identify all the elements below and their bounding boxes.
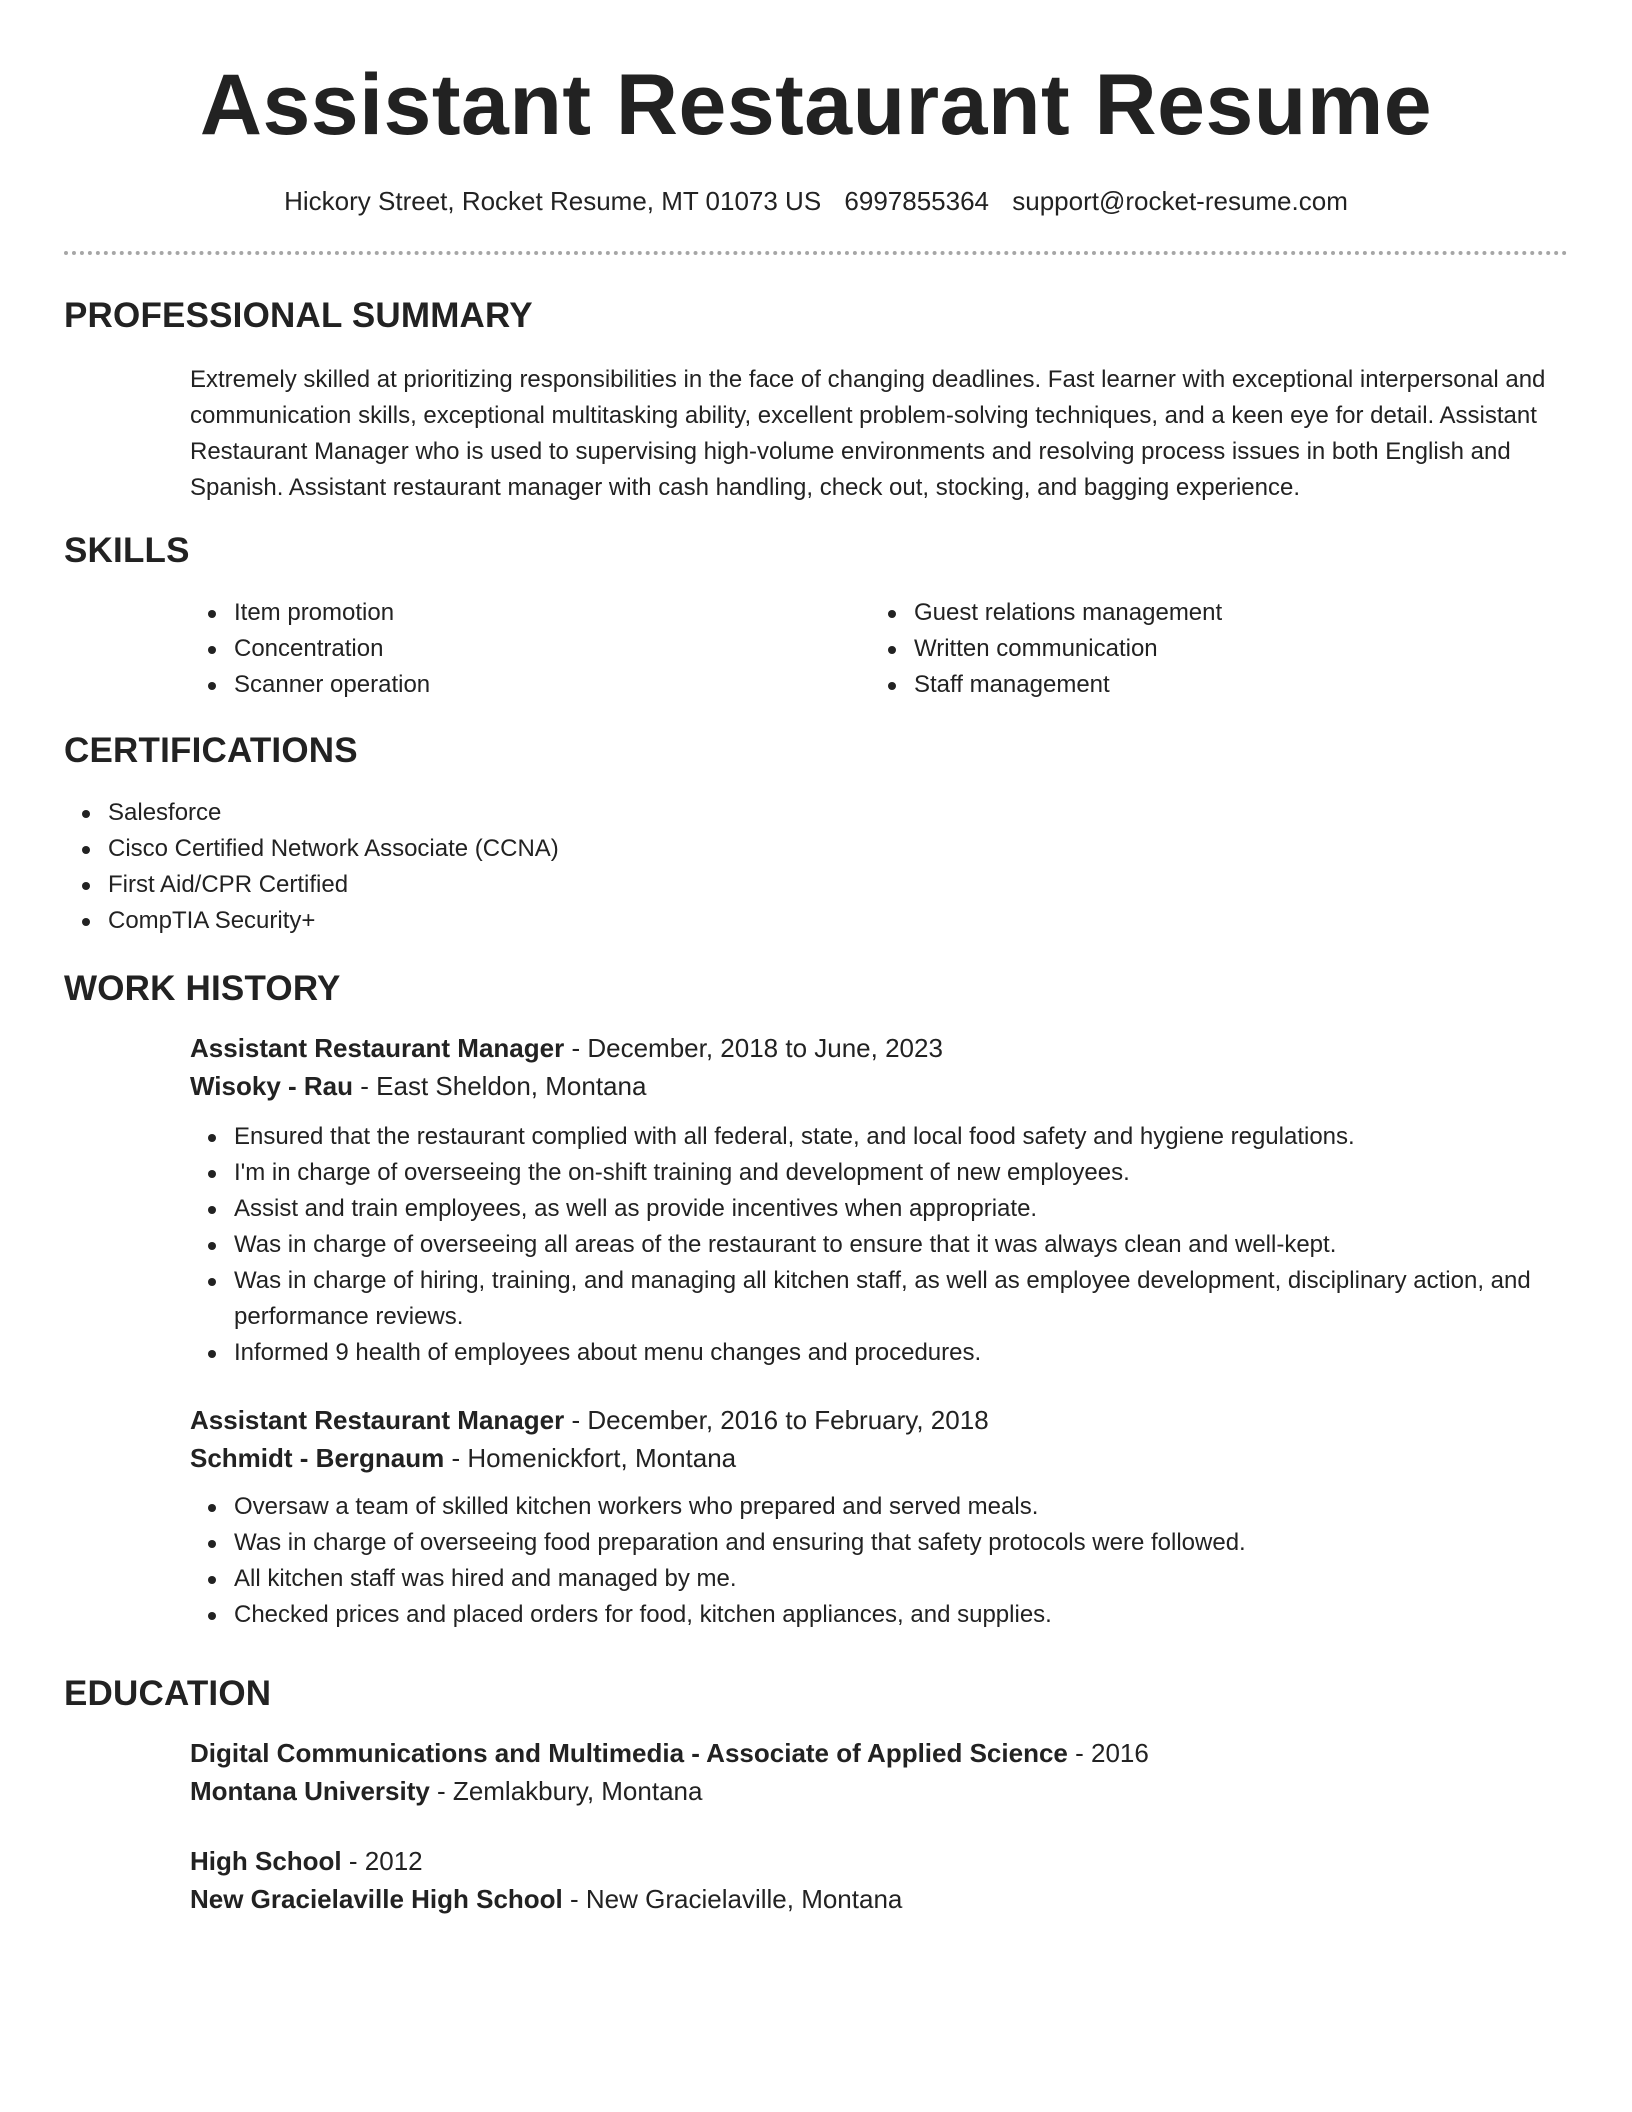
list-item: Was in charge of overseeing food preparation and ensuring that safety protocols were followed. xyxy=(190,1525,1568,1561)
certifications-section xyxy=(64,731,1568,939)
education-degree-line xyxy=(190,1734,1568,1772)
skills-list-left xyxy=(190,595,870,703)
list-item: Guest relations management xyxy=(870,595,1550,631)
job-duties-list xyxy=(190,1119,1568,1371)
education-section xyxy=(64,1674,1568,1918)
education-school-line xyxy=(190,1880,1568,1918)
job-company: Schmidt - Bergnaum xyxy=(190,1443,445,1473)
education-school-line xyxy=(190,1772,1568,1810)
job-role: Assistant Restaurant Manager xyxy=(190,1405,565,1435)
education-degree: Digital Communications and Multimedia - Associate of Applied Science xyxy=(190,1738,1068,1768)
list-item: Oversaw a team of skilled kitchen workers who prepared and served meals. xyxy=(190,1489,1568,1525)
list-item: Item promotion xyxy=(190,595,870,631)
list-item: CompTIA Security+ xyxy=(64,903,1568,939)
contact-phone: 6997855364 xyxy=(844,186,990,216)
contact-email: support@rocket-resume.com xyxy=(1012,186,1348,216)
contact-line xyxy=(64,186,1568,217)
education-school: New Gracielaville High School xyxy=(190,1884,563,1914)
section-title-summary: PROFESSIONAL SUMMARY xyxy=(64,296,533,335)
education-year: - 2012 xyxy=(341,1846,423,1876)
job-role: Assistant Restaurant Manager xyxy=(190,1033,565,1063)
skills-section xyxy=(64,531,1568,703)
education-entry xyxy=(190,1842,1568,1918)
education-degree: High School xyxy=(190,1846,342,1876)
education-degree-line xyxy=(190,1842,1568,1880)
job-duties-list xyxy=(190,1489,1568,1633)
job-company-line xyxy=(190,1439,1568,1477)
list-item: Checked prices and placed orders for food, kitchen appliances, and supplies. xyxy=(190,1597,1568,1633)
list-item: Ensured that the restaurant complied with all federal, state, and local food safety and hygiene regulations. xyxy=(190,1119,1568,1155)
job-company-line xyxy=(190,1067,1568,1105)
job-entry xyxy=(190,1029,1568,1371)
section-title-work-history: WORK HISTORY xyxy=(64,969,341,1008)
list-item: Salesforce xyxy=(64,795,1568,831)
list-item: Informed 9 health of employees about menu changes and procedures. xyxy=(190,1335,1568,1371)
list-item: All kitchen staff was hired and managed by me. xyxy=(190,1561,1568,1597)
section-title-skills: SKILLS xyxy=(64,531,190,570)
job-entry xyxy=(190,1401,1568,1633)
education-location: - Zemlakbury, Montana xyxy=(429,1776,703,1806)
contact-address: Hickory Street, Rocket Resume, MT 01073 US xyxy=(284,186,822,216)
section-title-certifications: CERTIFICATIONS xyxy=(64,731,358,770)
header-divider xyxy=(64,251,1568,255)
education-year: - 2016 xyxy=(1067,1738,1149,1768)
education-entry xyxy=(190,1734,1568,1810)
work-history-section xyxy=(64,969,1568,1633)
list-item: Staff management xyxy=(870,667,1550,703)
resume-title: Assistant Restaurant Resume xyxy=(199,57,1433,153)
job-location: - Homenickfort, Montana xyxy=(444,1443,737,1473)
list-item: Scanner operation xyxy=(190,667,870,703)
list-item: Written communication xyxy=(870,631,1550,667)
section-title-education: EDUCATION xyxy=(64,1674,272,1713)
job-dates: - December, 2018 to June, 2023 xyxy=(564,1033,943,1063)
list-item: Cisco Certified Network Associate (CCNA) xyxy=(64,831,1568,867)
list-item: Was in charge of overseeing all areas of the restaurant to ensure that it was always clean and well-kept. xyxy=(190,1227,1568,1263)
list-item: Was in charge of hiring, training, and managing all kitchen staff, as well as employee development, disciplinary action, and performance reviews. xyxy=(190,1263,1568,1335)
skills-list-right xyxy=(870,595,1550,703)
job-dates: - December, 2016 to February, 2018 xyxy=(564,1405,989,1435)
skills-grid xyxy=(190,595,1568,703)
job-title-line xyxy=(190,1029,1568,1067)
job-location: - East Sheldon, Montana xyxy=(353,1071,647,1101)
list-item: I'm in charge of overseeing the on-shift training and development of new employees. xyxy=(190,1155,1568,1191)
list-item: Concentration xyxy=(190,631,870,667)
summary-section xyxy=(64,296,1568,506)
list-item: First Aid/CPR Certified xyxy=(64,867,1568,903)
education-school: Montana University xyxy=(190,1776,430,1806)
job-title-line xyxy=(190,1401,1568,1439)
job-company: Wisoky - Rau xyxy=(190,1071,354,1101)
list-item: Assist and train employees, as well as provide incentives when appropriate. xyxy=(190,1191,1568,1227)
certifications-list xyxy=(64,795,1568,939)
summary-text: Extremely skilled at prioritizing responsibilities in the face of changing deadlines. Fast learner with exceptional interpersonal and communication skills, exceptional multitasking ability, excellent problem-solving techniques, and a keen eye for detail. Assistant Restaurant Manager who is used to supervising high-volume environments and resolving process issues in both English and Spanish. Assistant restaurant manager with cash handling, check out, stocking, and bagging experience. xyxy=(190,366,1546,501)
education-location: - New Gracielaville, Montana xyxy=(562,1884,903,1914)
